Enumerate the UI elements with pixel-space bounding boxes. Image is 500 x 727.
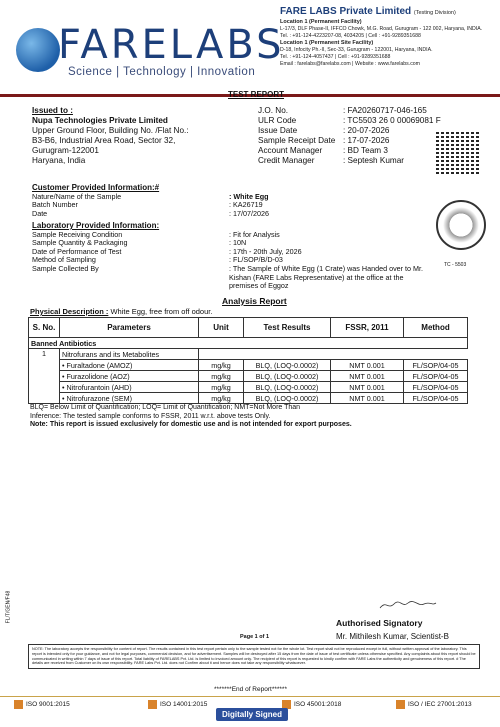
info-value: : White Egg — [229, 191, 269, 201]
cell: BLQ, (LOQ-0.0002) — [244, 393, 331, 404]
cell: NMT 0.001 — [331, 382, 404, 393]
seal-label: TC - 5503 — [444, 262, 467, 268]
col-header: Unit — [199, 318, 244, 338]
company-header — [280, 6, 495, 68]
table-group-row — [29, 338, 468, 349]
company-name: FARE LABS Private Limited — [280, 6, 412, 17]
iso-icon — [148, 700, 157, 709]
lab-info — [32, 222, 429, 291]
cell: BLQ, (LOQ-0.0002) — [244, 371, 331, 382]
customer-name: Nupa Technologies Private Limited — [32, 116, 168, 125]
location2-address: D-18, Infocity Ph.-II, Sec-33, Gurugram - 122001, Haryana, INDIA. — [280, 47, 433, 53]
location1-address: L-17/3, DLF Phase-II, IFFCO Chowk, M.G. Road, Gurugram - 122 002, Haryana, INDIA. — [280, 26, 483, 32]
info-key: Sample Receiving Condition — [32, 229, 123, 239]
logo-globe-icon — [16, 28, 60, 72]
info-key: Date — [32, 208, 48, 218]
cell: BLQ, (LOQ-0.0002) — [244, 382, 331, 393]
meta-value: : TC5503 26 0 00069081 F — [343, 116, 441, 125]
end-of-report: *******End of Report****** — [214, 686, 287, 693]
info-key: Method of Sampling — [32, 255, 96, 265]
abbrev-note: BLQ= Below Limit of Quantification; LOQ= Limit of Quantification; NMT=Not More Than — [30, 404, 301, 411]
cell: BLQ, (LOQ-0.0002) — [244, 360, 331, 371]
meta-key: Account Manager — [258, 146, 323, 155]
page-number: Page 1 of 1 — [240, 634, 270, 640]
signatory-name: Mr. Mithilesh Kumar, Scientist-B — [336, 632, 449, 641]
col-header: FSSR, 2011 — [331, 318, 404, 338]
cell: mg/kg — [199, 371, 244, 382]
meta-key: ULR Code — [258, 116, 297, 125]
accreditation-seal-icon — [436, 200, 486, 250]
address-line: Haryana, India — [32, 156, 86, 165]
meta-value: : FA20260717-046-165 — [343, 106, 427, 115]
footer-divider — [0, 696, 500, 697]
cell: mg/kg — [199, 393, 244, 404]
cell: NMT 0.001 — [331, 393, 404, 404]
table-row — [29, 371, 468, 382]
form-code: FL/T/GEN/F48 — [5, 590, 12, 624]
col-header: Test Results — [244, 318, 331, 338]
customer-heading: Customer Provided Information:# — [32, 183, 160, 192]
table-row — [29, 382, 468, 393]
analysis-title: Analysis Report — [222, 296, 287, 306]
info-value: : Fit for Analysis — [229, 229, 280, 239]
cell: • Nitrofurazone (SEM) — [60, 393, 199, 404]
meta-value: : Septesh Kumar — [343, 156, 404, 165]
physical-label: Physical Description : — [30, 307, 109, 316]
cell: NMT 0.001 — [331, 360, 404, 371]
digitally-signed-badge: Digitally Signed — [216, 708, 288, 721]
location2-tel: Tel. : +91-124-4057437 | Cell : +91-9289351688 — [280, 54, 391, 60]
iso-label: ISO 14001:2015 — [160, 701, 208, 708]
cell: • Furaltadone (AMOZ) — [60, 360, 199, 371]
iso-badge — [14, 700, 70, 709]
info-value: : The Sample of White Egg (1 Crate) was Handed over to Mr. Kishan (FARE Labs Representative) at the office at the premises of Eggoz — [229, 263, 424, 291]
iso-badge — [396, 700, 472, 709]
info-key: Date of Performance of Test — [32, 246, 122, 256]
cell: • Nitrofurantoin (AHD) — [60, 382, 199, 393]
physical-value: White Egg, free from off odour. — [108, 307, 213, 316]
cell: FL/SOP/04-05 — [404, 360, 468, 371]
meta-key: Credit Manager — [258, 156, 315, 165]
cell: • Furazolidone (AOZ) — [60, 371, 199, 382]
iso-badge — [148, 700, 207, 709]
report-meta — [258, 106, 441, 166]
customer-info — [32, 184, 429, 218]
signatory-title: Authorised Signatory — [336, 618, 423, 628]
iso-label: ISO / IEC 27001:2013 — [408, 701, 472, 708]
physical-description — [30, 307, 212, 316]
meta-key: Issue Date — [258, 126, 298, 135]
fine-print: NOTE: The laboratory accepts the responsibility for content of report. The results contained in this test report pertain only to the sample tested not for the whole lot. Test report shall not be reproduced except in full, without written approval of the laboratory. This report is intended only for your guidance, and not for legal purposes, commercial decision, and for advertisement. Samples will be destroyed after 15 days from the date of issue of test certificate unless otherwise specified. Any complaints about this report should be communicated in writing within 7 days of issue of this report. Total liability of FARELABS Pvt. Ltd. is limited to invoiced amount only. The recipient of this report is requested to kindly confirm with FARE Labs the authenticity and genuineness of this report. # The details are received from Customer on its own responsibility. FARE Labs Pvt. Ltd. does not Confirm about it and hence does not take any responsibility whatsoever. — [28, 644, 480, 669]
cell: mg/kg — [199, 360, 244, 371]
info-value: : 10N — [229, 238, 247, 248]
meta-key: J.O. No. — [258, 106, 289, 115]
info-value: : 17th - 20th July, 2026 — [229, 246, 302, 256]
info-key: Sample Collected By — [32, 263, 99, 273]
iso-label: ISO 45001:2018 — [294, 701, 342, 708]
table-row — [29, 360, 468, 371]
inference-note: Inference: The tested sample conforms to FSSR, 2011 w.r.t. above tests Only. — [30, 412, 271, 420]
group-label: Banned Antibiotics — [29, 338, 468, 349]
contact-email: Email : farelabs@farelabs.com | Website : www.farelabs.com — [280, 61, 421, 67]
cell: FL/SOP/04-05 — [404, 371, 468, 382]
logo-tagline: Science | Technology | Innovation — [68, 66, 256, 78]
address-line: Gurugram-122001 — [32, 146, 99, 155]
meta-value: : 17-07-2026 — [343, 136, 390, 145]
table-header-row — [29, 318, 468, 338]
issued-heading: Issued to : — [32, 106, 73, 115]
cell: FL/SOP/04-05 — [404, 393, 468, 404]
row-number: 1 — [29, 349, 60, 404]
iso-icon — [14, 700, 23, 709]
logo-wordmark: FARELABS — [58, 22, 285, 68]
info-key: Batch Number — [32, 200, 78, 210]
report-title: TEST REPORT — [228, 90, 285, 99]
meta-value: : BD Team 3 — [343, 146, 388, 155]
info-key: Sample Quantity & Packaging — [32, 238, 128, 248]
cell: Nitrofurans and its Metabolites — [60, 349, 199, 360]
company-note: (Testing Division) — [413, 10, 456, 16]
location2-title: Location 1 (Permanent Site Facility) — [280, 40, 374, 46]
cell: FL/SOP/04-05 — [404, 382, 468, 393]
results-table — [28, 317, 468, 404]
issued-to-block — [32, 106, 252, 166]
address-line: Upper Ground Floor, Building No. /Flat No.: — [32, 126, 189, 135]
col-header: Parameters — [60, 318, 199, 338]
iso-label: ISO 9001:2015 — [26, 701, 70, 708]
col-header: S. No. — [29, 318, 60, 338]
signature-icon — [378, 598, 438, 612]
info-value: : 17/07/2026 — [229, 208, 269, 218]
table-row — [29, 349, 468, 360]
cell: mg/kg — [199, 382, 244, 393]
location1-tel: Tel. : +91-124-4223207-08, 4034205 | Cell : +91-9289351688 — [280, 33, 421, 39]
info-value: : FL/SOP/B/D-03 — [229, 255, 283, 265]
meta-key: Sample Receipt Date — [258, 136, 336, 145]
info-key: Nature/Name of the Sample — [32, 191, 122, 201]
iso-icon — [396, 700, 405, 709]
export-note: Note: This report is issued exclusively for domestic use and is not intended for export purposes. — [30, 421, 352, 429]
meta-value: : 20-07-2026 — [343, 126, 390, 135]
iso-badge — [282, 700, 341, 709]
address-line: B3-B6, Industrial Area Road, Sector 32, — [32, 136, 176, 145]
qr-code-icon — [436, 130, 480, 174]
col-header: Method — [404, 318, 468, 338]
lab-heading: Laboratory Provided Information: — [32, 221, 160, 230]
table-row — [29, 393, 468, 404]
info-value: : KA26719 — [229, 200, 263, 210]
location1-title: Location 1 (Permanent Facility) — [280, 19, 362, 25]
cell: NMT 0.001 — [331, 371, 404, 382]
notes-block — [30, 404, 470, 430]
